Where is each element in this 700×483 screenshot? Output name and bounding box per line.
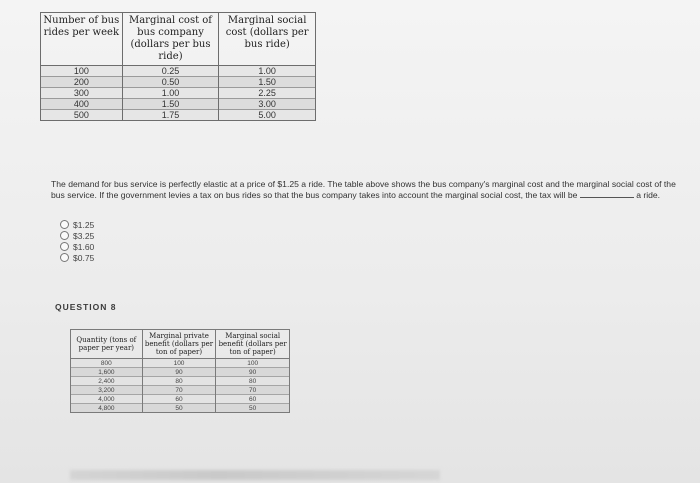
answer-blank bbox=[580, 189, 634, 198]
table-cell: 300 bbox=[41, 88, 123, 99]
bus-cost-table bbox=[40, 12, 316, 121]
table-cell: 2,400 bbox=[71, 377, 143, 386]
answer-option-b[interactable] bbox=[60, 230, 94, 241]
table-cell: 800 bbox=[71, 359, 143, 368]
table-cell: 60 bbox=[216, 395, 290, 404]
table-row bbox=[41, 88, 316, 99]
table-cell: 0.50 bbox=[122, 77, 219, 88]
table-cell: 3,200 bbox=[71, 386, 143, 395]
table-row bbox=[71, 404, 290, 413]
table-cell: 90 bbox=[142, 368, 216, 377]
radio-button-icon[interactable] bbox=[60, 242, 69, 251]
table-row bbox=[41, 77, 316, 88]
answer-option-a[interactable] bbox=[60, 219, 94, 230]
table-cell: 50 bbox=[216, 404, 290, 413]
table-cell: 0.25 bbox=[122, 66, 219, 77]
table-cell: 50 bbox=[142, 404, 216, 413]
column-header-quantity: Quantity (tons of paper per year) bbox=[71, 330, 143, 359]
table-cell: 100 bbox=[41, 66, 123, 77]
table-cell: 1,600 bbox=[71, 368, 143, 377]
answer-option-label: $1.60 bbox=[73, 241, 95, 252]
question-8-heading: QUESTION 8 bbox=[55, 302, 117, 312]
table-cell: 60 bbox=[142, 395, 216, 404]
radio-button-icon[interactable] bbox=[60, 231, 69, 240]
table-header-row bbox=[41, 13, 316, 66]
table-cell: 100 bbox=[142, 359, 216, 368]
table-cell: 1.50 bbox=[219, 77, 316, 88]
table-cell: 90 bbox=[216, 368, 290, 377]
table-cell: 400 bbox=[41, 99, 123, 110]
table-cell: 3.00 bbox=[219, 99, 316, 110]
question-7-text bbox=[51, 179, 691, 200]
column-header-marginal-social-cost: Marginal social cost (dollars per bus ride) bbox=[219, 13, 316, 66]
column-header-marginal-cost: Marginal cost of bus company (dollars per bus ride) bbox=[122, 13, 219, 66]
table-cell: 80 bbox=[216, 377, 290, 386]
question-text-after: a ride. bbox=[636, 190, 661, 200]
table-cell: 80 bbox=[142, 377, 216, 386]
column-header-rides: Number of bus rides per week bbox=[41, 13, 123, 66]
answer-option-label: $1.25 bbox=[73, 219, 95, 230]
table-cell: 1.75 bbox=[122, 110, 219, 121]
answer-option-label: $3.25 bbox=[73, 230, 95, 241]
table-row bbox=[71, 386, 290, 395]
column-header-marginal-social-benefit: Marginal social benefit (dollars per ton of paper) bbox=[216, 330, 290, 359]
blurred-footer-strip bbox=[70, 470, 440, 480]
table-cell: 500 bbox=[41, 110, 123, 121]
table-cell: 100 bbox=[216, 359, 290, 368]
table-cell: 70 bbox=[142, 386, 216, 395]
table-cell: 1.00 bbox=[219, 66, 316, 77]
table-cell: 1.00 bbox=[122, 88, 219, 99]
paper-benefit-table bbox=[70, 329, 290, 413]
answer-option-label: $0.75 bbox=[73, 252, 95, 263]
answer-option-c[interactable] bbox=[60, 241, 94, 252]
answer-options bbox=[60, 219, 94, 263]
table-row bbox=[41, 99, 316, 110]
table-row bbox=[41, 66, 316, 77]
table-cell: 70 bbox=[216, 386, 290, 395]
table-cell: 200 bbox=[41, 77, 123, 88]
table-row bbox=[41, 110, 316, 121]
table-cell: 5.00 bbox=[219, 110, 316, 121]
question-text-before: The demand for bus service is perfectly elastic at a price of $1.25 a ride. The table above shows the bus company's marginal cost and the marginal social cost of the bus service. If the government levies a tax on bus rides so that the bus company takes into account the marginal social cost, the tax will be bbox=[51, 179, 676, 200]
table-header-row bbox=[71, 330, 290, 359]
table-row bbox=[71, 395, 290, 404]
answer-option-d[interactable] bbox=[60, 252, 94, 263]
table-cell: 2.25 bbox=[219, 88, 316, 99]
table-cell: 4,000 bbox=[71, 395, 143, 404]
table-row bbox=[71, 368, 290, 377]
table-row bbox=[71, 359, 290, 368]
table-cell: 4,800 bbox=[71, 404, 143, 413]
column-header-marginal-private-benefit: Marginal private benefit (dollars per ton of paper) bbox=[142, 330, 216, 359]
radio-button-icon[interactable] bbox=[60, 253, 69, 262]
table-row bbox=[71, 377, 290, 386]
radio-button-icon[interactable] bbox=[60, 220, 69, 229]
table-cell: 1.50 bbox=[122, 99, 219, 110]
